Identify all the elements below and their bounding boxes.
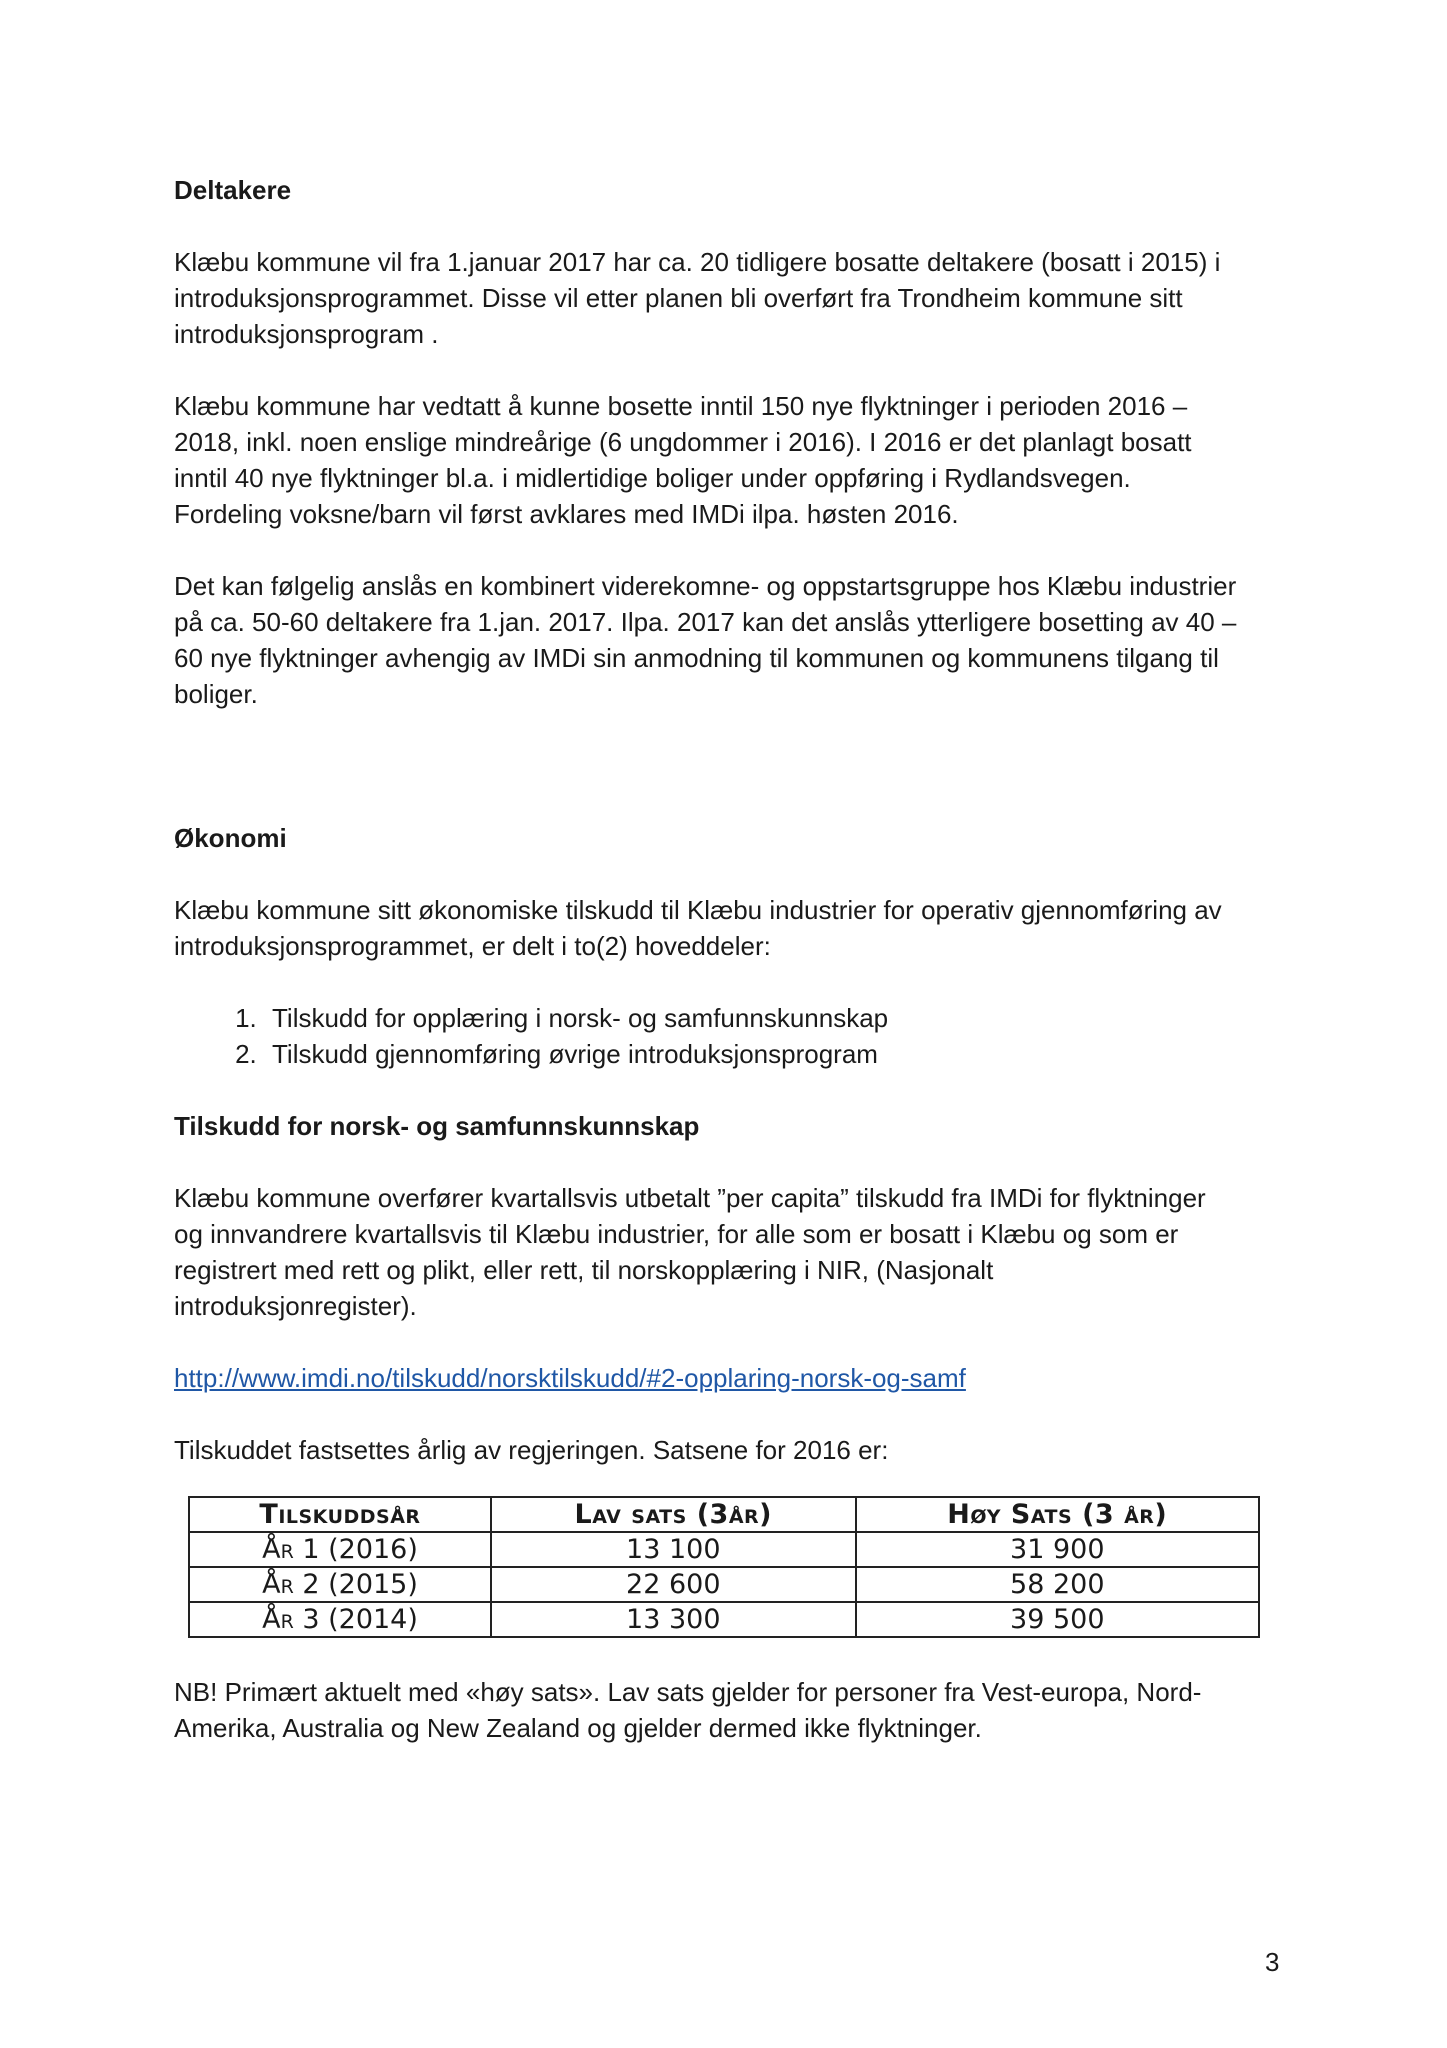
heading-tilskudd: Tilskudd for norsk- og samfunnskunnskap [174,1111,700,1141]
table-cell: År 2 (2015) [189,1567,491,1602]
table-header-row [189,1497,1259,1532]
text-line: på ca. 50-60 deltakere fra 1.jan. 2017. Ilpa. 2017 kan det anslås ytterligere bosetting av 40 – [174,607,1237,637]
table-cell: År 3 (2014) [189,1602,491,1637]
paragraph-deltakere-3 [174,568,1284,712]
text-line: Klæbu kommune har vedtatt å kunne bosette inntil 150 nye flyktninger i perioden 2016 – [174,391,1188,421]
text-line: Amerika, Australia og New Zealand og gjelder dermed ikke flyktninger. [174,1713,982,1743]
imdi-link[interactable]: http://www.imdi.no/tilskudd/norsktilskudd/#2-opplaring-norsk-og-samf [174,1363,966,1393]
table-row [189,1532,1259,1567]
paragraph-tilskudd-1 [174,1180,1284,1324]
text-line: NB! Primært aktuelt med «høy sats». Lav sats gjelder for personer fra Vest-europa, Nord- [174,1677,1202,1707]
table-cell: 13 300 [491,1602,856,1637]
table-row [189,1567,1259,1602]
text-line: Det kan følgelig anslås en kombinert viderekomne- og oppstartsgruppe hos Klæbu industrier [174,571,1237,601]
text-line: introduksjonsprogram . [174,319,439,349]
heading-deltakere: Deltakere [174,175,292,205]
paragraph-deltakere-2 [174,388,1284,532]
table-cell: År 1 (2016) [189,1532,491,1567]
text-line: introduksjonsprogrammet. Disse vil etter planen bli overført fra Trondheim kommune sitt [174,283,1183,313]
table-cell: 39 500 [856,1602,1259,1637]
column-header: Lav sats (3år) [491,1497,856,1532]
link-paragraph [174,1360,1284,1396]
rates-table [188,1496,1260,1638]
note-paragraph [174,1674,1284,1746]
page-number: 3 [1265,1947,1280,1977]
column-header: Tilskuddsår [189,1497,491,1532]
text-line: Fordeling voksne/barn vil først avklares med IMDi ilpa. høsten 2016. [174,499,959,529]
table-cell: 31 900 [856,1532,1259,1567]
table-row [189,1602,1259,1637]
text-line: boliger. [174,679,258,709]
table-cell: 58 200 [856,1567,1259,1602]
paragraph-deltakere-1 [174,244,1284,352]
text-line: Klæbu kommune vil fra 1.januar 2017 har ca. 20 tidligere bosatte deltakere (bosatt i 2015) i [174,247,1221,277]
text-line: inntil 40 nye flyktninger bl.a. i midlertidige boliger under oppføring i Rydlandsvegen. [174,463,1131,493]
text-line: og innvandrere kvartallsvis til Klæbu industrier, for alle som er bosatt i Klæbu og som er [174,1219,1179,1249]
table-cell: 13 100 [491,1532,856,1567]
text-line: Klæbu kommune overfører kvartallsvis utbetalt ”per capita” tilskudd fra IMDi for flyktninger [174,1183,1206,1213]
list-item: 2. Tilskudd gjennomføring øvrige introduksjonsprogram [264,1036,1284,1072]
list-item: 1. Tilskudd for opplæring i norsk- og samfunnskunnskap [264,1000,1284,1036]
rates-intro: Tilskuddet fastsettes årlig av regjeringen. Satsene for 2016 er: [174,1435,889,1465]
text-line: 60 nye flyktninger avhengig av IMDi sin anmodning til kommunen og kommunens tilgang til [174,643,1219,673]
text-line: Klæbu kommune sitt økonomiske tilskudd til Klæbu industrier for operativ gjennomføring av [174,895,1222,925]
paragraph-okonomi-1 [174,892,1284,964]
heading-okonomi: Økonomi [174,823,287,853]
numbered-list [174,1000,1284,1072]
text-line: introduksjonsprogrammet, er delt i to(2) hoveddeler: [174,931,771,961]
column-header: Høy Sats (3 år) [856,1497,1259,1532]
text-line: introduksjonregister). [174,1291,417,1321]
text-line: registrert med rett og plikt, eller rett, til norskopplæring i NIR, (Nasjonalt [174,1255,994,1285]
table-cell: 22 600 [491,1567,856,1602]
document-page [174,172,1284,1746]
text-line: 2018, inkl. noen enslige mindreårige (6 ungdommer i 2016). I 2016 er det planlagt bosatt [174,427,1192,457]
